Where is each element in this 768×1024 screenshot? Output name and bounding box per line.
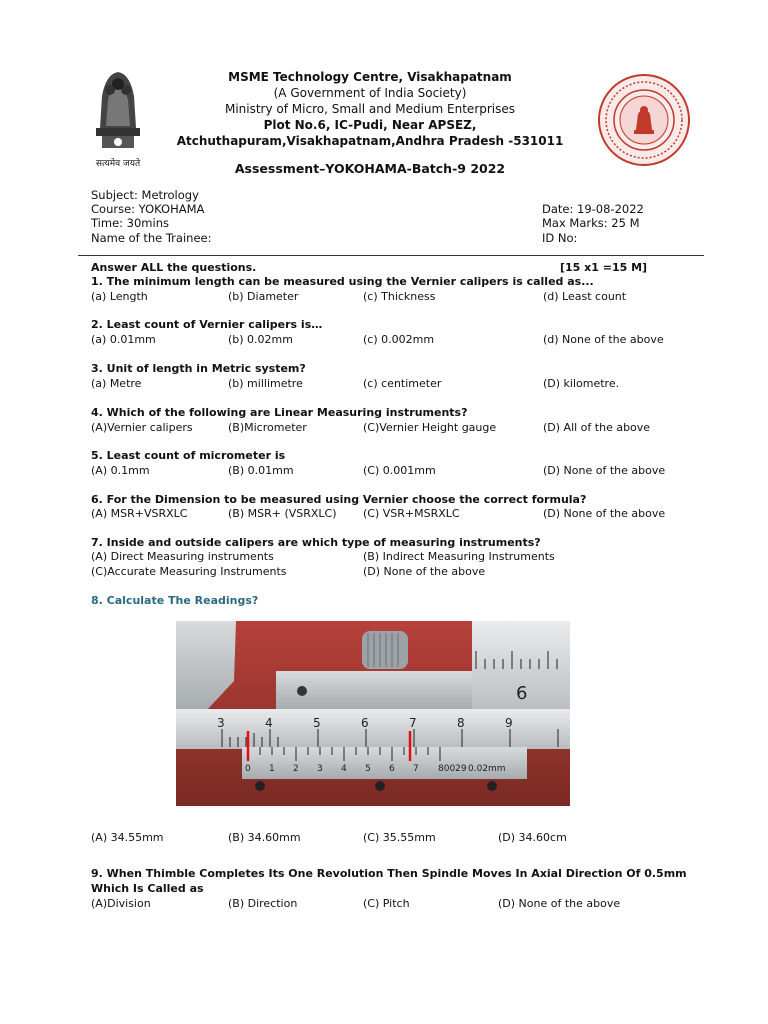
- option: (a) Length: [91, 290, 148, 303]
- option: (b) millimetre: [228, 377, 303, 390]
- option: (d) None of the above: [543, 333, 664, 346]
- option: (C)Accurate Measuring Instruments: [91, 565, 287, 578]
- option: (A)Division: [91, 897, 151, 910]
- option: (A) 34.55mm: [91, 831, 164, 844]
- emblem-caption: सत्यमेव जयते: [95, 159, 141, 169]
- main-scale-label: 6: [361, 716, 369, 730]
- question-9-cont: Which Is Called as: [91, 882, 204, 895]
- date-field: Date: 19-08-2022: [542, 202, 644, 216]
- vernier-scale-label: 0: [245, 764, 251, 774]
- option: (B) Indirect Measuring Instruments: [363, 550, 555, 563]
- depth-scale-digit: 6: [516, 683, 528, 704]
- option: (d) Least count: [543, 290, 627, 303]
- question-7: 7. Inside and outside calipers are which type of measuring instruments?: [91, 536, 541, 549]
- question-6: 6. For the Dimension to be measured using Vernier choose the correct formula?: [91, 493, 587, 506]
- vernier-scale-label: 4: [341, 764, 347, 774]
- option: (D) kilometre.: [543, 377, 620, 390]
- option: (B)Micrometer: [228, 421, 307, 434]
- question-9: 9. When Thimble Completes Its One Revolution Then Spindle Moves In Axial Direction Of 0.5mm: [91, 867, 687, 880]
- course-field: Course: YOKOHAMA: [91, 202, 205, 216]
- option: (b) 0.02mm: [228, 333, 293, 346]
- question-2: 2. Least count of Vernier calipers is…: [91, 318, 323, 331]
- instructions-marks: [15 x1 =15 M]: [560, 261, 648, 274]
- ministry: Ministry of Micro, Small and Medium Enterprises: [224, 102, 516, 116]
- instructions: Answer ALL the questions.: [91, 261, 257, 274]
- trainee-field: Name of the Trainee:: [91, 231, 212, 245]
- question-8: 8. Calculate The Readings?: [91, 594, 259, 607]
- option: (A) 0.1mm: [91, 464, 150, 477]
- option: (B) MSR+ (VSRXLC): [228, 507, 337, 520]
- question-1: 1. The minimum length can be measured using the Vernier calipers is called as...: [91, 275, 594, 288]
- org-name: MSME Technology Centre, Visakhapatnam: [228, 70, 512, 84]
- option: (a) Metre: [91, 377, 142, 390]
- option: (D) All of the above: [543, 421, 651, 434]
- option: (D) None of the above: [543, 464, 666, 477]
- option: (D) None of the above: [543, 507, 666, 520]
- option: (D) 34.60cm: [498, 831, 567, 844]
- option: (D) None of the above: [363, 565, 486, 578]
- vernier-code: 80029: [438, 764, 467, 774]
- msme-seal-icon: [598, 74, 690, 166]
- time-field: Time: 30mins: [91, 216, 169, 230]
- vernier-scale-label: 6: [389, 764, 395, 774]
- main-scale-label: 4: [265, 716, 273, 730]
- question-4: 4. Which of the following are Linear Measuring instruments?: [91, 406, 468, 419]
- main-scale-label: 3: [217, 716, 225, 730]
- main-scale-label: 5: [313, 716, 321, 730]
- question-3: 3. Unit of length in Metric system?: [91, 362, 306, 375]
- option: (c) centimeter: [363, 377, 442, 390]
- option: (A)Vernier calipers: [91, 421, 193, 434]
- main-scale-label: 9: [505, 716, 513, 730]
- option: (c) 0.002mm: [363, 333, 435, 346]
- option: (A) Direct Measuring instruments: [91, 550, 274, 563]
- main-scale-label: 7: [409, 716, 417, 730]
- option: (c) Thickness: [363, 290, 436, 303]
- assessment-title: Assessment–YOKOHAMA-Batch-9 2022: [234, 161, 506, 176]
- address-line-1: Plot No.6, IC-Pudi, Near APSEZ,: [263, 118, 477, 132]
- question-5: 5. Least count of micrometer is: [91, 449, 286, 462]
- vernier-scale-label: 3: [317, 764, 323, 774]
- option: (A) MSR+VSRXLC: [91, 507, 188, 520]
- address-line-2: Atchuthapuram,Visakhapatnam,Andhra Pradesh -531011: [176, 134, 564, 148]
- option: (C) 35.55mm: [363, 831, 436, 844]
- vernier-caliper-image: [176, 621, 570, 806]
- subject-field: Subject: Metrology: [91, 188, 199, 202]
- option: (C) VSR+MSRXLC: [363, 507, 460, 520]
- vernier-scale-label: 1: [269, 764, 275, 774]
- option: (C) Pitch: [363, 897, 410, 910]
- id-field: ID No:: [542, 231, 578, 245]
- option: (B) 0.01mm: [228, 464, 294, 477]
- option: (C) 0.001mm: [363, 464, 436, 477]
- marks-field: Max Marks: 25 M: [542, 216, 640, 230]
- vernier-mark: 0.02mm: [468, 764, 506, 774]
- vernier-scale-label: 7: [413, 764, 419, 774]
- vernier-scale-label: 2: [293, 764, 299, 774]
- org-sub: (A Government of India Society): [273, 86, 467, 100]
- option: (a) 0.01mm: [91, 333, 156, 346]
- vernier-scale-label: 5: [365, 764, 371, 774]
- option: (B) Direction: [228, 897, 298, 910]
- option: (b) Diameter: [228, 290, 299, 303]
- option: (B) 34.60mm: [228, 831, 301, 844]
- national-emblem-icon: [88, 66, 148, 169]
- option: (D) None of the above: [498, 897, 621, 910]
- main-scale-label: 8: [457, 716, 465, 730]
- divider: [78, 255, 704, 256]
- option: (C)Vernier Height gauge: [363, 421, 497, 434]
